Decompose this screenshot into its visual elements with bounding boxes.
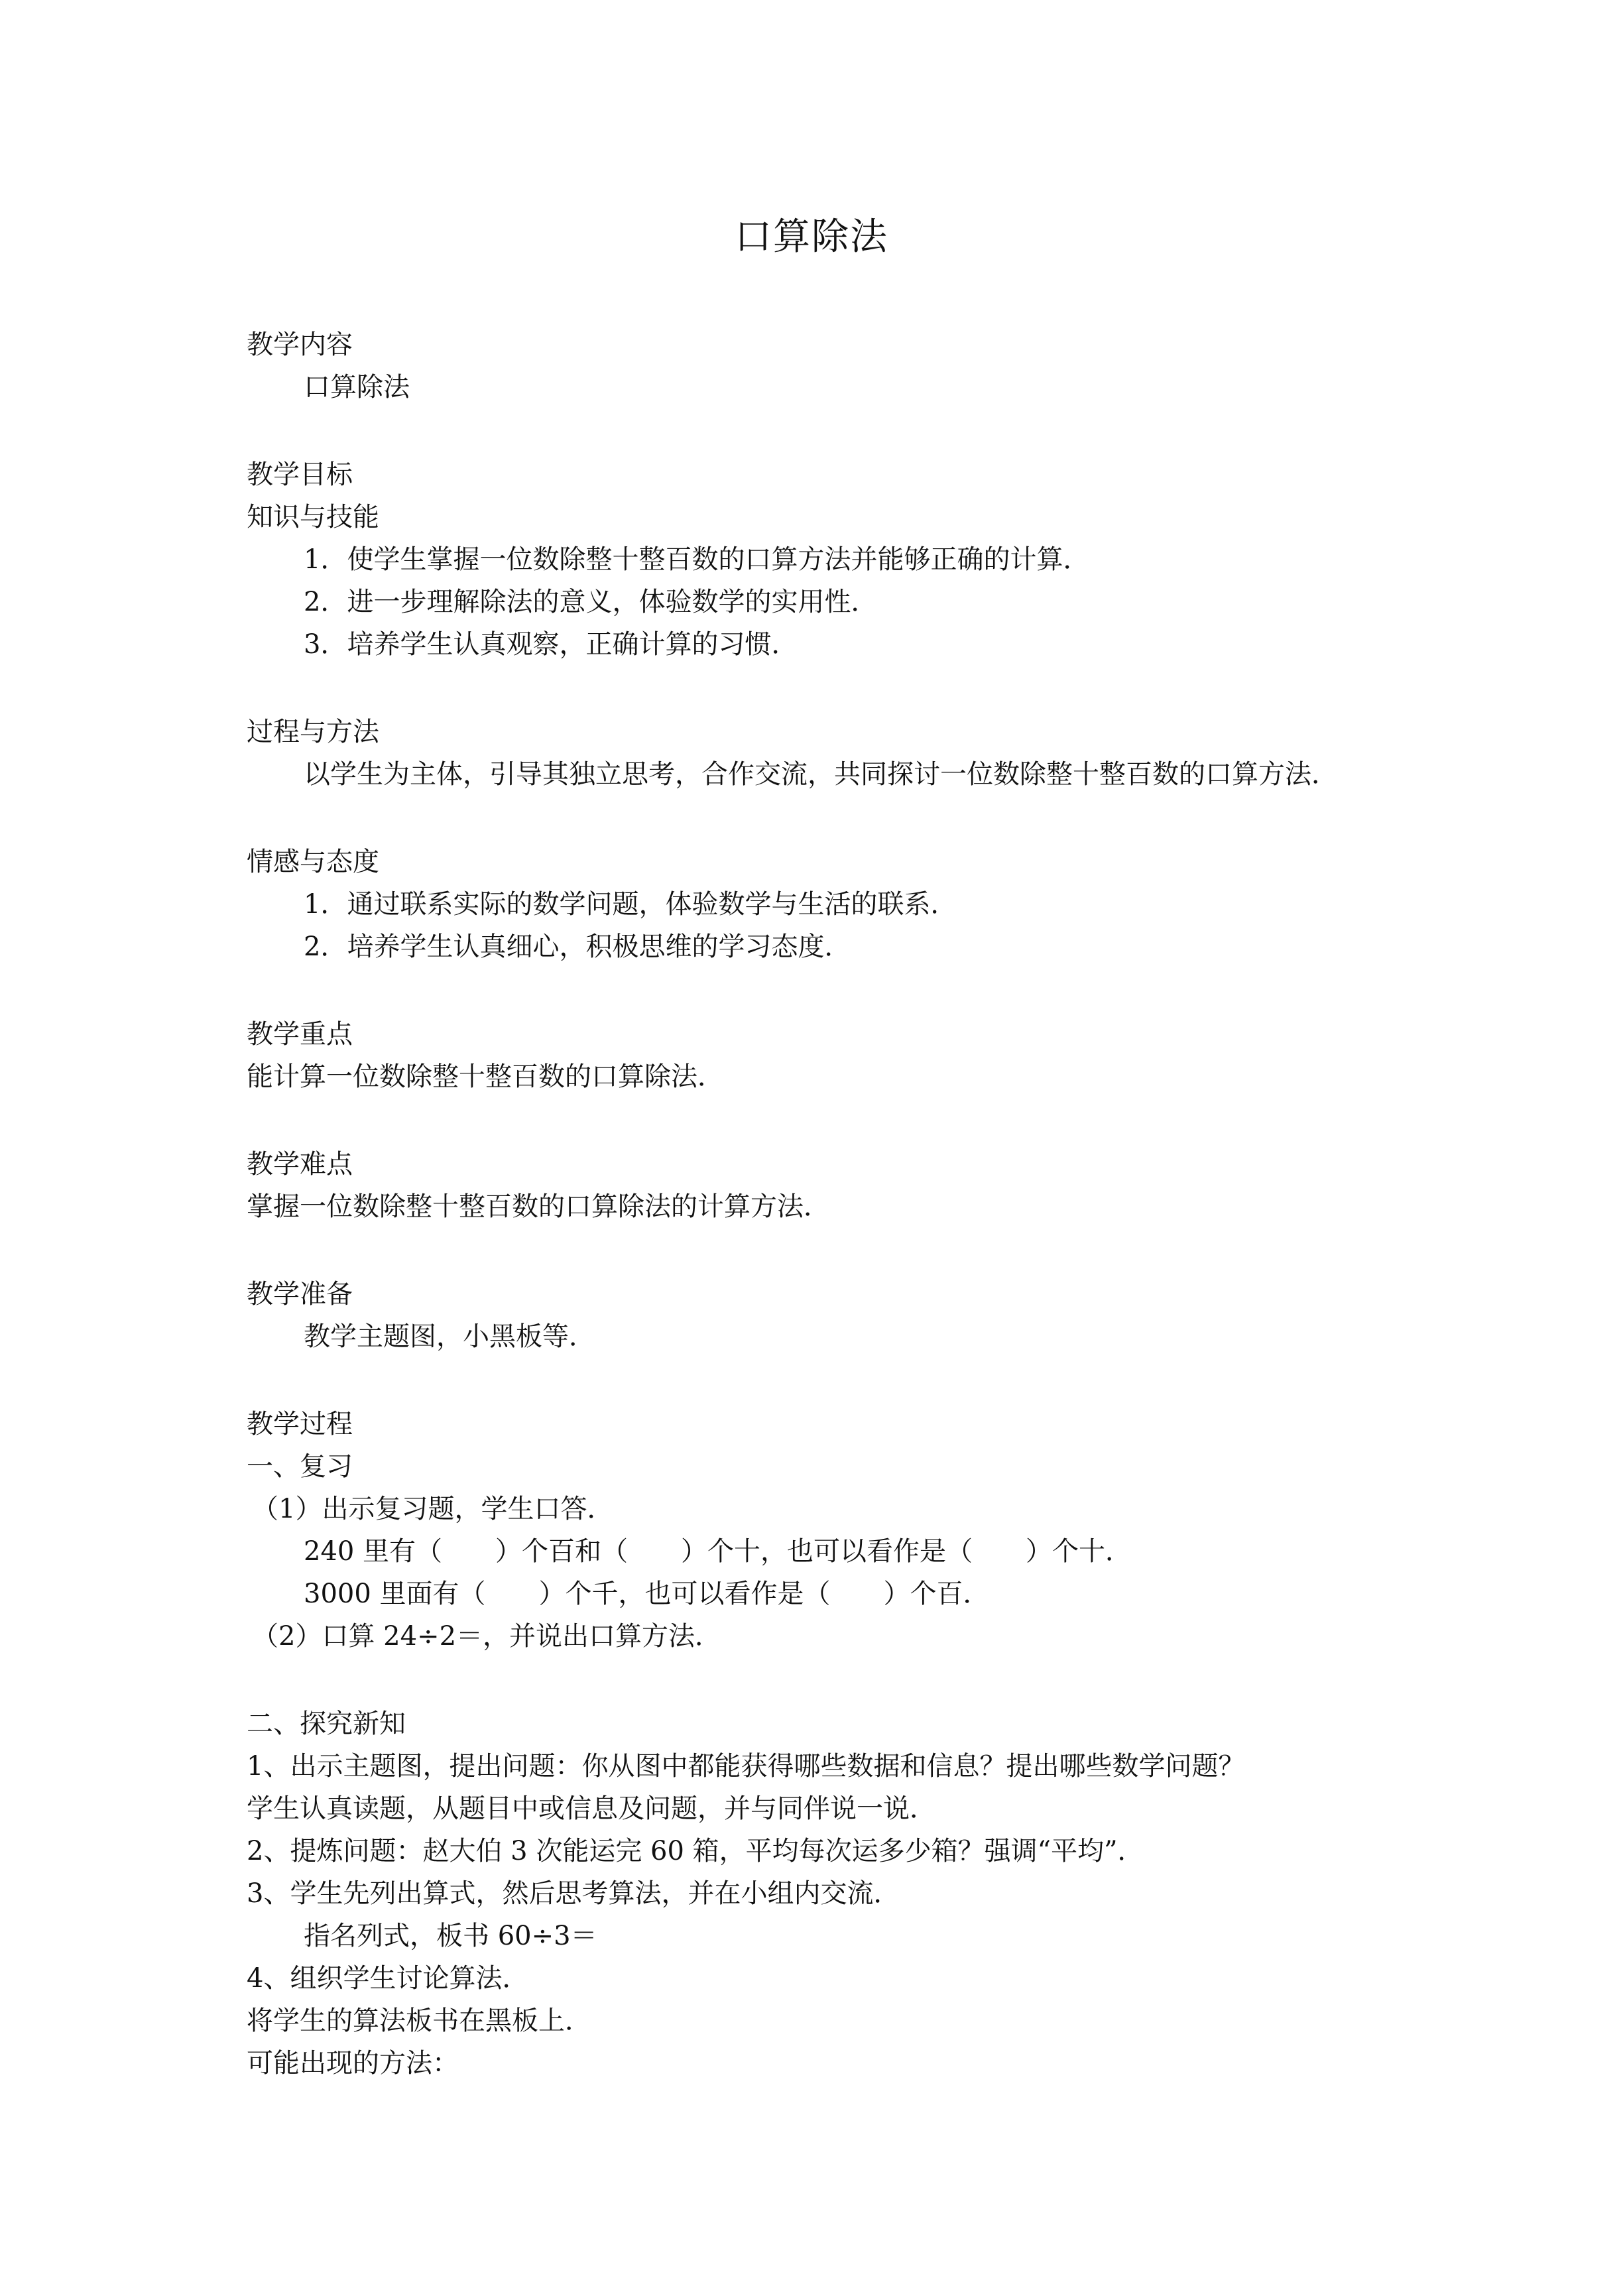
explore-line-1: 1、出示主题图，提出问题：你从图中都能获得哪些数据和信息？提出哪些数学问题？: [247, 1751, 1245, 1782]
emotion-item-2: 2．培养学生认真细心，积极思维的学习态度．: [304, 932, 851, 962]
explore-line-5: 4、组织学生讨论算法．: [247, 1963, 529, 1994]
emotion-item-1: 1．通过联系实际的数学问题，体验数学与生活的联系．: [304, 889, 957, 920]
subheading-knowledge: 知识与技能: [247, 502, 379, 532]
explore-indented-line: 指名列式，板书 60÷3＝: [304, 1921, 597, 1951]
review-heading: 一、复习: [247, 1451, 353, 1482]
subheading-emotion: 情感与态度: [247, 847, 379, 877]
subheading-process-method: 过程与方法: [247, 717, 379, 747]
process-method-text: 以学生为主体，引导其独立思考，合作交流，共同探讨一位数除整十整百数的口算方法．: [304, 759, 1338, 790]
explore-line-4: 3、学生先列出算式，然后思考算法，并在小组内交流．: [247, 1878, 900, 1909]
section-heading-key-point: 教学重点: [247, 1019, 353, 1050]
document-title: 口算除法: [735, 215, 888, 259]
preparation-text: 教学主题图，小黑板等．: [304, 1321, 595, 1352]
explore-line-6: 将学生的算法板书在黑板上．: [247, 2006, 591, 2036]
section-heading-preparation: 教学准备: [247, 1279, 353, 1309]
section-heading-content: 教学内容: [247, 330, 353, 360]
key-point-text: 能计算一位数除整十整百数的口算除法．: [247, 1061, 724, 1092]
knowledge-item-2: 2．进一步理解除法的意义，体验数学的实用性．: [304, 587, 878, 617]
knowledge-item-1: 1．使学生掌握一位数除整十整百数的口算方法并能够正确的计算．: [304, 544, 1090, 575]
explore-line-7: 可能出现的方法：: [247, 2048, 459, 2079]
explore-line-3: 2、提炼问题：赵大伯 3 次能运完 60 箱，平均每次运多少箱？强调“平均”．: [247, 1836, 1144, 1866]
review-question-1a: 240 里有（ ）个百和（ ）个十，也可以看作是（ ）个十．: [304, 1536, 1132, 1567]
explore-heading: 二、探究新知: [247, 1709, 406, 1739]
review-question-1: （1）出示复习题，学生口答．: [252, 1494, 614, 1524]
difficulty-text: 掌握一位数除整十整百数的口算除法的计算方法．: [247, 1191, 830, 1222]
section-heading-objectives: 教学目标: [247, 459, 353, 490]
content-text: 口算除法: [304, 372, 410, 402]
knowledge-item-3: 3．培养学生认真观察，正确计算的习惯．: [304, 629, 798, 660]
review-question-2: （2）口算 24÷2＝，并说出口算方法．: [252, 1621, 722, 1652]
section-heading-difficulty: 教学难点: [247, 1149, 353, 1179]
review-question-1b: 3000 里面有（ ）个千，也可以看作是（ ）个百．: [304, 1579, 990, 1609]
section-heading-process: 教学过程: [247, 1409, 353, 1439]
explore-line-2: 学生认真读题，从题目中或信息及问题，并与同伴说一说．: [247, 1793, 936, 1824]
